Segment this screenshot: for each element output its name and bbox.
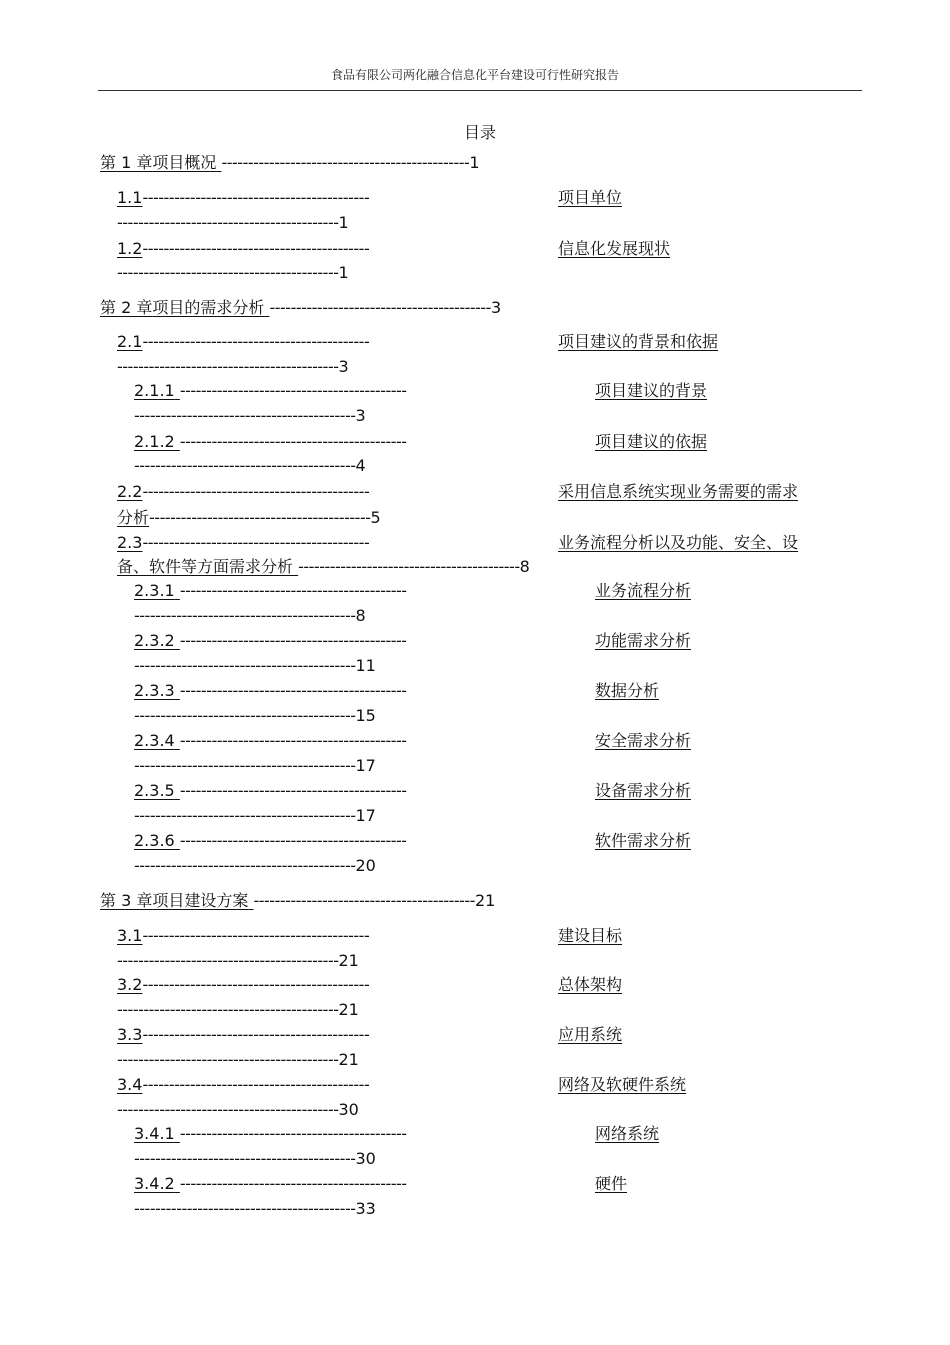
section-number: 3.4.1: [134, 1124, 175, 1143]
leader-dots: -------------------------------------------: [179, 831, 407, 850]
page-number: 1: [338, 263, 349, 282]
section-title-continued: 备、软件等方面需求分析: [117, 557, 294, 576]
page-number: 11: [355, 656, 376, 675]
section-title: 业务流程分析: [595, 581, 692, 600]
section-title: 数据分析: [595, 681, 660, 700]
leader-dots: -------------------------------------------: [179, 581, 407, 600]
chapter-title: 项目概况: [152, 153, 217, 172]
section-number: 1.2: [117, 239, 143, 258]
page-number: 5: [370, 508, 381, 527]
page-number: 21: [338, 1050, 359, 1069]
leader-dots: ------------------------------------------: [269, 298, 491, 317]
section-title: 项目建议的依据: [595, 432, 708, 451]
section-title: 软件需求分析: [595, 831, 692, 850]
section-title: 项目建议的背景和依据: [558, 332, 719, 351]
section-number: 2.1.2: [134, 432, 175, 451]
section-title: 应用系统: [558, 1025, 623, 1044]
section-number: 2.3: [117, 533, 143, 552]
chapter-number: 第 1 章: [100, 153, 153, 172]
leader-dots: ------------------------------------------: [134, 406, 356, 425]
leader-dots: -------------------------------------------: [142, 533, 370, 552]
leader-dots: -------------------------------------------: [179, 781, 407, 800]
section-title: 设备需求分析: [595, 781, 692, 800]
page-number: 8: [519, 557, 530, 576]
section-number: 3.1: [117, 926, 143, 945]
leader-dots: ------------------------------------------: [134, 1149, 356, 1168]
leader-dots: -------------------------------------------: [142, 975, 370, 994]
section-title: 项目单位: [558, 188, 623, 207]
leader-dots: -------------------------------------------: [179, 731, 407, 750]
leader-dots: -------------------------------------------: [142, 926, 370, 945]
leader-dots: -------------------------------------------: [179, 432, 407, 451]
leader-dots: -------------------------------------------: [179, 1174, 407, 1193]
page-number: 21: [338, 951, 359, 970]
toc-chapter-3[interactable]: [100, 891, 495, 911]
page-number: 30: [338, 1100, 359, 1119]
leader-dots: -------------------------------------------: [179, 1124, 407, 1143]
chapter-number: 第 2 章: [100, 298, 153, 317]
section-number: 2.3.3: [134, 681, 175, 700]
leader-dots: ------------------------------------------: [117, 263, 339, 282]
section-title: 硬件: [595, 1174, 628, 1193]
leader-dots: ------------------------------------------: [134, 706, 356, 725]
page-number: 4: [355, 456, 366, 475]
section-title: 业务流程分析以及功能、安全、设: [558, 533, 799, 552]
leader-dots: ------------------------------------------: [117, 1050, 339, 1069]
toc-chapter-1[interactable]: [100, 153, 480, 173]
leader-dots: ------------------------------------------: [134, 856, 356, 875]
leader-dots: -------------------------------------------: [142, 482, 370, 501]
header-rule: [98, 90, 862, 91]
section-number: 3.4.2: [134, 1174, 175, 1193]
leader-dots: -------------------------------------------: [142, 1025, 370, 1044]
page-number: 33: [355, 1199, 376, 1218]
page-number: 17: [355, 806, 376, 825]
running-header: 食品有限公司两化融合信息化平台建设可行性研究报告: [330, 68, 619, 82]
leader-dots: -------------------------------------------: [142, 1075, 370, 1094]
leader-dots: -------------------------------------------: [142, 239, 370, 258]
section-number: 3.2: [117, 975, 143, 994]
leader-dots: ------------------------------------------: [134, 806, 356, 825]
leader-dots: ------------------------------------------: [134, 1199, 356, 1218]
page-number: 21: [474, 891, 496, 910]
page-number: 8: [355, 606, 366, 625]
section-number: 3.4: [117, 1075, 143, 1094]
page-number: 3: [338, 357, 349, 376]
section-number: 2.1.1: [134, 381, 175, 400]
leader-dots: -----------------------------------------------: [221, 153, 470, 172]
page-number: 1: [469, 153, 480, 172]
leader-dots: ------------------------------------------: [134, 656, 356, 675]
section-title: 建设目标: [558, 926, 623, 945]
page-number: 1: [338, 213, 349, 232]
section-number: 1.1: [117, 188, 143, 207]
section-number: 2.3.4: [134, 731, 175, 750]
section-title: 信息化发展现状: [558, 239, 671, 258]
section-number: 2.2: [117, 482, 143, 501]
leader-dots: -------------------------------------------: [179, 631, 407, 650]
section-number: 3.3: [117, 1025, 143, 1044]
leader-dots: ------------------------------------------: [149, 508, 371, 527]
page-number: 20: [355, 856, 376, 875]
leader-dots: ------------------------------------------: [117, 951, 339, 970]
leader-dots: ------------------------------------------: [134, 606, 356, 625]
leader-dots: ------------------------------------------: [117, 1000, 339, 1019]
leader-dots: ------------------------------------------: [253, 891, 475, 910]
page-number: 17: [355, 756, 376, 775]
leader-dots: -------------------------------------------: [142, 188, 370, 207]
toc-title: 目录: [463, 123, 496, 142]
section-number: 2.3.6: [134, 831, 175, 850]
chapter-number: 第 3 章: [100, 891, 153, 910]
section-number: 2.3.5: [134, 781, 175, 800]
chapter-title: 项目的需求分析: [152, 298, 265, 317]
section-title: 安全需求分析: [595, 731, 692, 750]
leader-dots: ------------------------------------------: [134, 456, 356, 475]
chapter-title: 项目建设方案: [152, 891, 249, 910]
section-title: 功能需求分析: [595, 631, 692, 650]
section-title: 网络及软硬件系统: [558, 1075, 687, 1094]
page-number: 30: [355, 1149, 376, 1168]
leader-dots: ------------------------------------------: [117, 1100, 339, 1119]
section-title: 总体架构: [558, 975, 623, 994]
leader-dots: ------------------------------------------: [298, 557, 520, 576]
section-title: 网络系统: [595, 1124, 660, 1143]
section-number: 2.1: [117, 332, 143, 351]
leader-dots: -------------------------------------------: [179, 681, 407, 700]
section-title: 项目建议的背景: [595, 381, 708, 400]
section-title-continued: 分析: [117, 508, 150, 527]
leader-dots: ------------------------------------------: [117, 213, 339, 232]
page-number: 21: [338, 1000, 359, 1019]
leader-dots: ------------------------------------------: [134, 756, 356, 775]
page-number: 3: [490, 298, 502, 317]
page-number: 15: [355, 706, 376, 725]
section-title: 采用信息系统实现业务需要的需求: [558, 482, 799, 501]
leader-dots: -------------------------------------------: [142, 332, 370, 351]
section-number: 2.3.1: [134, 581, 175, 600]
section-number: 2.3.2: [134, 631, 175, 650]
leader-dots: ------------------------------------------: [117, 357, 339, 376]
leader-dots: -------------------------------------------: [179, 381, 407, 400]
toc-chapter-2[interactable]: [100, 298, 501, 318]
page-number: 3: [355, 406, 366, 425]
